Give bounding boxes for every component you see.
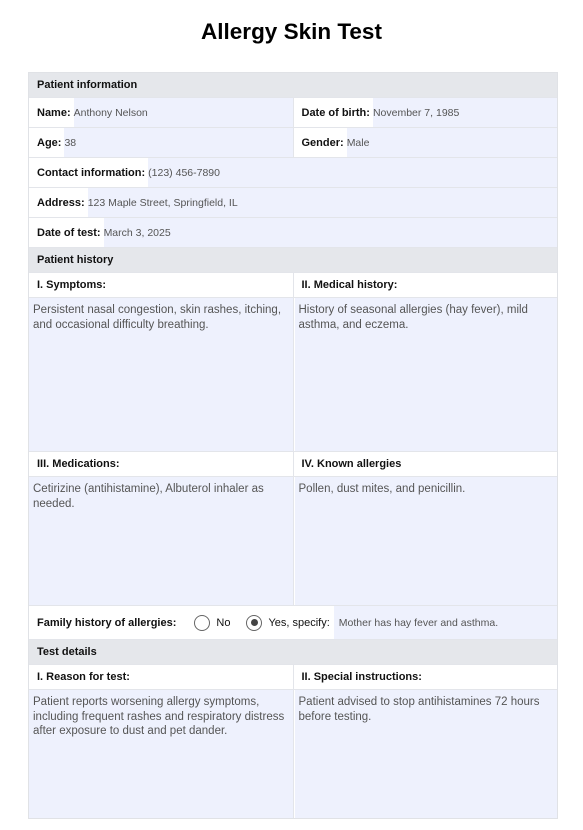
option-no[interactable] (194, 615, 230, 631)
name-field[interactable]: Anthony Nelson (74, 98, 293, 127)
dob-field[interactable]: November 7, 1985 (373, 98, 557, 127)
section-test-details: Test details (29, 640, 557, 665)
family-history-row (29, 606, 557, 640)
date-of-test-label: Date of test: (29, 218, 104, 247)
option-yes[interactable] (246, 615, 329, 631)
allergy-test-form (28, 72, 558, 819)
contact-field[interactable]: (123) 456-7890 (148, 158, 557, 187)
instructions-label: II. Special instructions: (293, 665, 558, 689)
age-field[interactable]: 38 (64, 128, 292, 157)
date-of-test-field[interactable]: March 3, 2025 (104, 218, 557, 247)
history-text-row-1 (29, 298, 557, 452)
dob-cell (293, 98, 558, 127)
history-subhead-row-2 (29, 452, 557, 477)
symptoms-textarea[interactable]: Persistent nasal congestion, skin rashes, itching, and occasional difficulty breathing. (29, 298, 293, 451)
reason-label: I. Reason for test: (29, 665, 293, 689)
gender-cell (293, 128, 558, 157)
known-allergies-cell (293, 477, 558, 605)
option-yes-label: Yes, specify: (268, 616, 330, 629)
radio-yes-icon[interactable] (246, 615, 262, 631)
medical-history-cell (293, 298, 558, 451)
instructions-cell (293, 690, 558, 818)
section-patient-information: Patient information (29, 73, 557, 98)
family-history-specify-field[interactable]: Mother has hay fever and asthma. (334, 606, 557, 639)
contact-row (29, 158, 557, 188)
known-allergies-textarea[interactable]: Pollen, dust mites, and penicillin. (295, 477, 558, 605)
gender-field[interactable]: Male (347, 128, 557, 157)
reason-textarea[interactable]: Patient reports worsening allergy symptoms, including frequent rashes and respiratory distress after exposure to dust and pet dander. (29, 690, 293, 818)
age-gender-row (29, 128, 557, 158)
medications-label: III. Medications: (29, 452, 293, 476)
medical-history-textarea[interactable]: History of seasonal allergies (hay fever), mild asthma, and eczema. (295, 298, 558, 451)
name-cell (29, 98, 293, 127)
test-subhead-row (29, 665, 557, 690)
family-history-label: Family history of allergies: (37, 616, 177, 629)
name-dob-row (29, 98, 557, 128)
medications-cell (29, 477, 293, 605)
dob-label: Date of birth: (294, 98, 373, 127)
section-patient-history: Patient history (29, 248, 557, 273)
medications-textarea[interactable]: Cetirizine (antihistamine), Albuterol inhaler as needed. (29, 477, 293, 605)
address-label: Address: (29, 188, 88, 217)
instructions-textarea[interactable]: Patient advised to stop antihistamines 72 hours before testing. (295, 690, 558, 818)
known-allergies-label: IV. Known allergies (293, 452, 558, 476)
medical-history-label: II. Medical history: (293, 273, 558, 297)
address-field[interactable]: 123 Maple Street, Springfield, IL (88, 188, 557, 217)
symptoms-cell (29, 298, 293, 451)
age-cell (29, 128, 293, 157)
reason-cell (29, 690, 293, 818)
history-text-row-2 (29, 477, 557, 606)
test-text-row (29, 690, 557, 818)
contact-label: Contact information: (29, 158, 148, 187)
radio-no-icon[interactable] (194, 615, 210, 631)
age-label: Age: (29, 128, 64, 157)
gender-label: Gender: (294, 128, 347, 157)
option-no-label: No (216, 616, 231, 629)
history-subhead-row-1 (29, 273, 557, 298)
radio-selected-dot (251, 619, 258, 626)
date-of-test-row (29, 218, 557, 248)
symptoms-label: I. Symptoms: (29, 273, 293, 297)
page-title: Allergy Skin Test (201, 19, 382, 44)
name-label: Name: (29, 98, 74, 127)
address-row (29, 188, 557, 218)
